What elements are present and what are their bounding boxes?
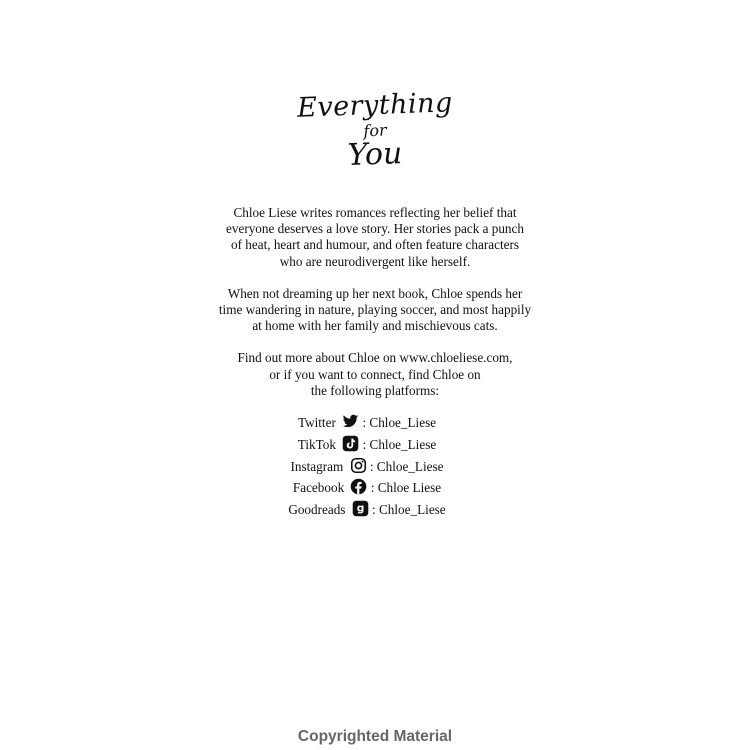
instagram-icon: [350, 457, 367, 474]
bio-line: who are neurodivergent like herself.: [279, 253, 471, 269]
tiktok-icon: [342, 435, 359, 452]
social-handle: : Chloe_Liese: [362, 415, 437, 430]
social-platform-label: Twitter: [297, 415, 336, 430]
social-row-goodreads: [0, 499, 734, 521]
bio-paragraph-3: [0, 350, 750, 399]
social-row-tiktok: [0, 434, 734, 456]
social-row-twitter: [0, 412, 734, 434]
social-platform-label: TikTok: [297, 436, 336, 452]
copyright-footer: Copyrighted Material: [297, 728, 453, 745]
goodreads-icon: [352, 500, 369, 517]
author-bio: [0, 205, 750, 415]
facebook-icon: [350, 478, 367, 495]
bio-line: or if you want to connect, find Chloe on: [269, 366, 481, 382]
book-title-line-2: for: [362, 120, 388, 141]
bio-line: at home with her family and mischievous cats.: [252, 318, 498, 334]
bio-paragraph-1: [0, 205, 750, 270]
bio-line: Chloe Liese writes romances reflecting her belief that: [233, 205, 517, 220]
social-row-instagram: [0, 456, 734, 478]
bio-line: everyone deserves a love story. Her stories pack a punch: [226, 221, 524, 237]
bio-line: When not dreaming up her next book, Chloe spends her: [227, 285, 523, 301]
twitter-icon: [342, 413, 359, 430]
social-row-facebook: [0, 477, 734, 499]
social-platform-label: Instagram: [290, 458, 344, 474]
social-links: [0, 412, 734, 521]
social-platform-label: Goodreads: [288, 502, 346, 518]
social-handle: : Chloe_Liese: [362, 436, 437, 452]
book-title: [0, 87, 750, 173]
social-platform-label: Facebook: [292, 480, 345, 496]
svg-text:g: g: [356, 501, 365, 515]
social-handle: : Chloe_Liese: [372, 502, 446, 518]
social-handle: : Chloe Liese: [370, 480, 442, 496]
book-title-line-3: You: [347, 136, 403, 173]
bio-paragraph-2: [0, 286, 750, 335]
bio-line: of heat, heart and humour, and often feature characters: [231, 237, 519, 253]
bio-line: the following platforms:: [310, 382, 440, 398]
bio-line: Find out more about Chloe on www.chloeliese.com,: [237, 350, 513, 366]
book-title-line-1: Everything: [296, 87, 454, 124]
bio-line: time wandering in nature, playing soccer, and most happily: [218, 302, 532, 318]
social-handle: : Chloe_Liese: [369, 458, 444, 474]
